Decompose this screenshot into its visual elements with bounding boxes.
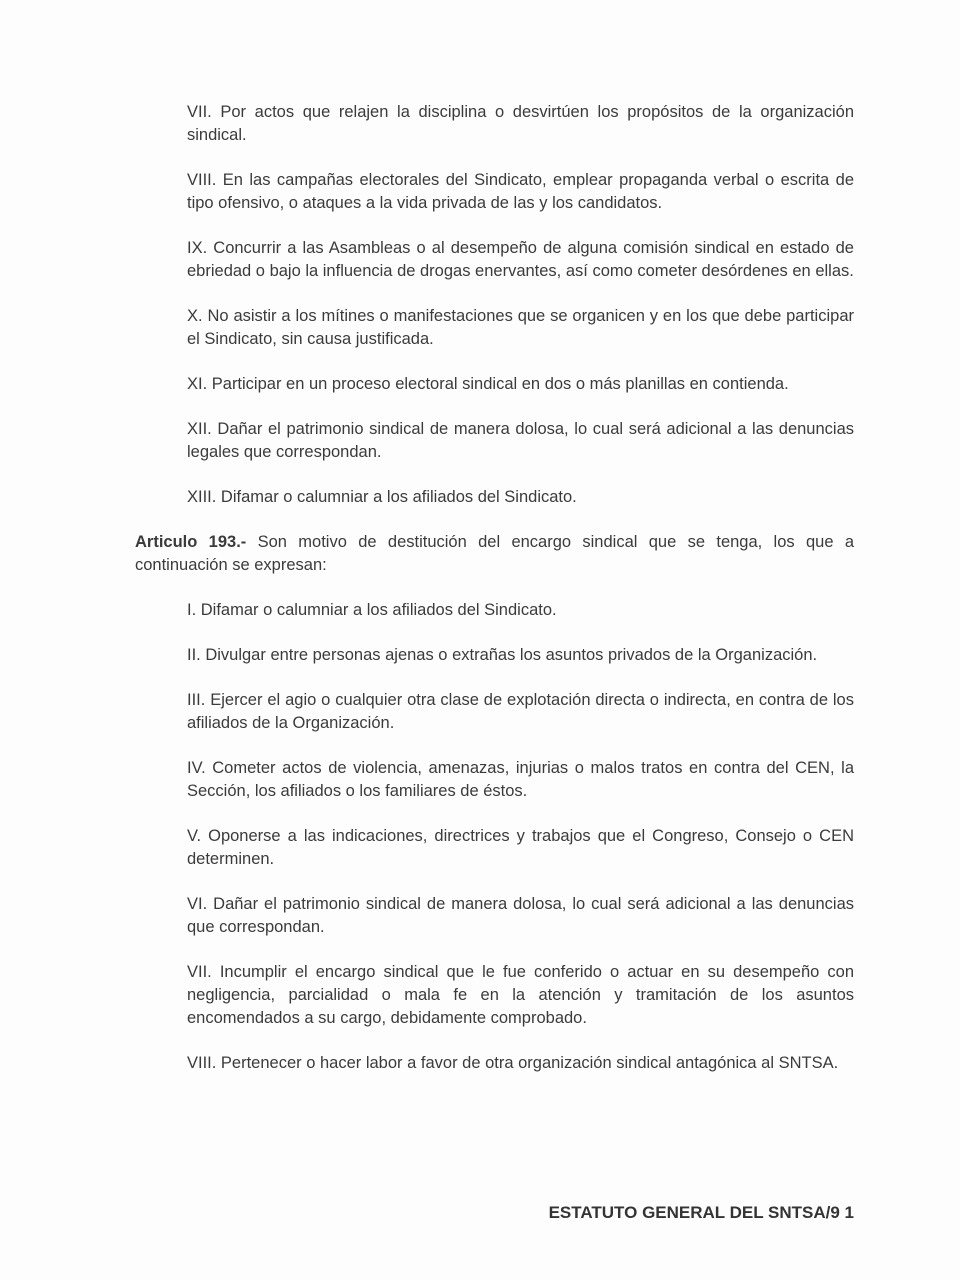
article-paragraph	[135, 531, 854, 577]
document-body	[135, 101, 854, 1075]
page-footer: ESTATUTO GENERAL DEL SNTSA/9 1	[548, 1203, 854, 1222]
list-item-vii: VII. Por actos que relajen la disciplina o desvirtúen los propósitos de la organización sindical.	[187, 103, 854, 144]
list-item-vii-2: VII. Incumplir el encargo sindical que le fue conferido o actuar en su desempeño con negligencia, parcialidad o mala fe en la atención y tramitación de los asuntos encomendados a su cargo, debidamente comprobado.	[187, 963, 854, 1027]
list-item-xii: XII. Dañar el patrimonio sindical de manera dolosa, lo cual será adicional a las denuncias legales que correspondan.	[187, 420, 854, 461]
list-item-x: X. No asistir a los mítines o manifestaciones que se organicen y en los que debe participar el Sindicato, sin causa justificada.	[187, 307, 854, 348]
list-item-viii: VIII. En las campañas electorales del Sindicato, emplear propaganda verbal o escrita de tipo ofensivo, o ataques a la vida privada de las y los candidatos.	[187, 171, 854, 212]
article-number: Articulo 193.-	[135, 533, 247, 551]
list-item-iii: III. Ejercer el agio o cualquier otra clase de explotación directa o indirecta, en contra de los afiliados de la Organización.	[187, 691, 854, 732]
list-item-xiii: XIII. Difamar o calumniar a los afiliados del Sindicato.	[187, 488, 577, 506]
list-item-vi: VI. Dañar el patrimonio sindical de manera dolosa, lo cual será adicional a las denuncias que correspondan.	[187, 895, 854, 936]
list-item-i: I. Difamar o calumniar a los afiliados del Sindicato.	[187, 601, 557, 619]
list-item-iv: IV. Cometer actos de violencia, amenazas, injurias o malos tratos en contra del CEN, la Sección, los afiliados o los familiares de éstos.	[187, 759, 854, 800]
list-item-v: V. Oponerse a las indicaciones, directrices y trabajos que el Congreso, Consejo o CEN determinen.	[187, 827, 854, 868]
list-item-ix: IX. Concurrir a las Asambleas o al desempeño de alguna comisión sindical en estado de ebriedad o bajo la influencia de drogas enervantes, así como cometer desórdenes en ellas.	[187, 239, 854, 280]
list-item-xi: XI. Participar en un proceso electoral sindical en dos o más planillas en contienda.	[187, 375, 789, 393]
article-intro-text: Son motivo de destitución del encargo sindical que se tenga, los que a continuación se expresan:	[135, 533, 855, 574]
list-item-viii-2: VIII. Pertenecer o hacer labor a favor de otra organización sindical antagónica al SNTSA.	[187, 1054, 839, 1072]
list-item-ii: II. Divulgar entre personas ajenas o extrañas los asuntos privados de la Organización.	[187, 646, 818, 664]
